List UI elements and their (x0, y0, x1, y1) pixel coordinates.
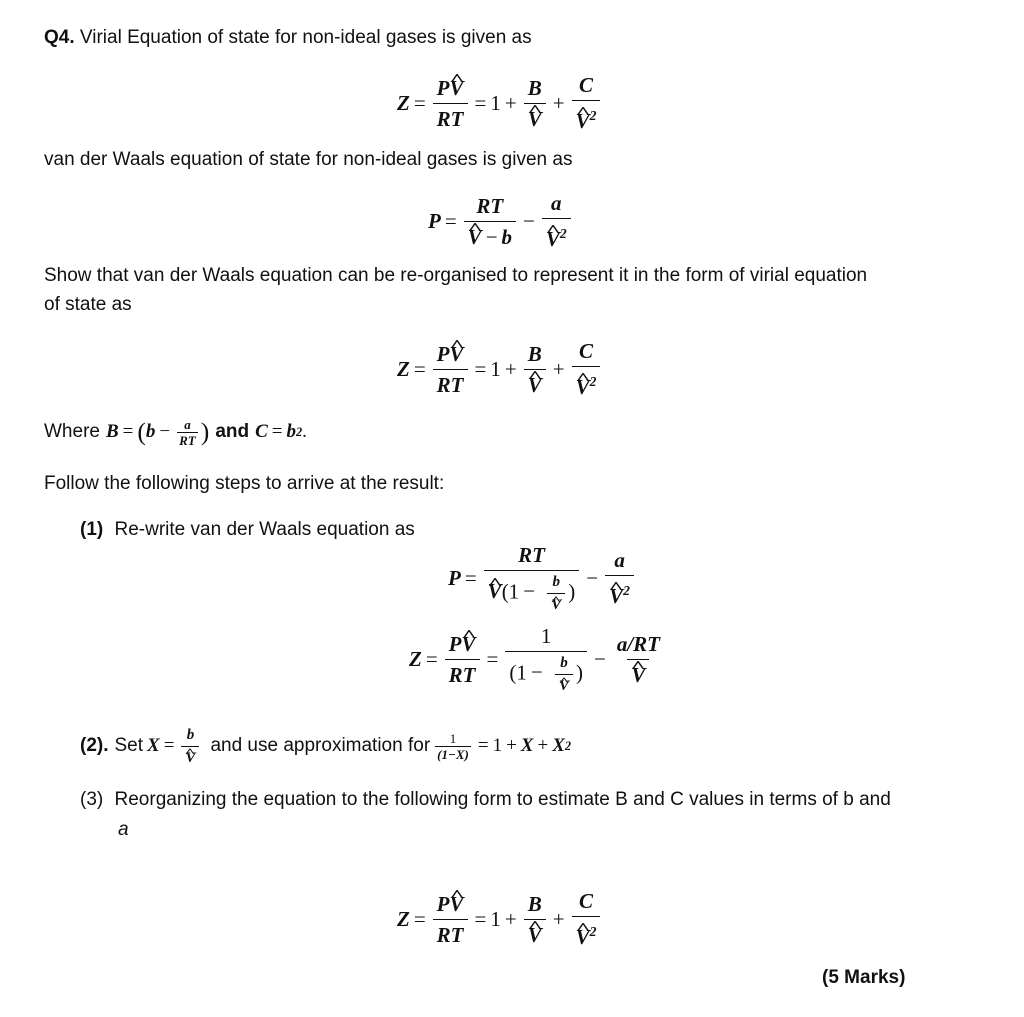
step1-text: Re-write van der Waals equation as (114, 519, 415, 540)
where-line (44, 412, 307, 452)
question-number: Q4. (44, 27, 75, 48)
step1-number: (1) (80, 519, 104, 540)
show-that-line1: Show that van der Waals equation can be re-organised to represent it in the form of virial equation (44, 265, 868, 286)
step2-number: (2). (80, 735, 109, 756)
virial-target-equation: Z = $\frac{P\^{} V}{RT}$ = 1 + B ^ V + C ^ $V^2$ (397, 338, 603, 400)
step2-set: Set (114, 735, 144, 756)
question-intro-text: Virial Equation of state for non-ideal gases is given as (79, 27, 532, 48)
show-that-line2: of state as (44, 294, 132, 315)
vdw-intro: van der Waals equation of state for non-ideal gases is given as (44, 149, 573, 170)
where-prefix: Where (44, 421, 100, 442)
step2-approx: $\frac{1}{(1-X)}$ = 1 + X + X 2 (437, 730, 572, 762)
where-and: and (215, 421, 250, 442)
step1-z-equation: Z = $\frac{P\^{} V}{RT}$ = 1 (1 − b ^ V ) − a/RT ^ V (409, 623, 667, 695)
step3-line2: a (118, 819, 129, 840)
virial-final-equation: Z = $\frac{P\^{} V}{RT}$ = 1 + B ^ V + C ^ $V^2$ (397, 888, 603, 950)
step1-heading (80, 518, 415, 542)
step3-line1 (80, 788, 891, 812)
step2-line (80, 726, 571, 766)
c-definition: C = b 2 . (255, 421, 307, 442)
step3-text: Reorganizing the equation to the following form to estimate B and C values in terms of b and (114, 789, 891, 810)
step2-x-def: X = b ^ V (147, 726, 202, 767)
step1-p-equation: P = RT ^ V(1 − b ^ V ) − a ^ $V^2$ (448, 542, 637, 614)
follow-steps: Follow the following steps to arrive at the result: (44, 473, 445, 494)
vdw-equation: P = RT ^ V − b − a ^ $V^2$ (428, 190, 574, 252)
virial-equation: Z = $\frac{P\^{} V}{RT}$ = 1 + B ^ V + C ^ $V^2$ (397, 72, 603, 134)
b-definition: B = ( b − $\frac{a}{RT}$ ) (105, 416, 210, 448)
step2-use: and use approximation for (210, 735, 431, 756)
step3-number: (3) (80, 789, 104, 810)
question-intro (44, 26, 532, 50)
marks-label: (5 Marks) (822, 967, 906, 988)
